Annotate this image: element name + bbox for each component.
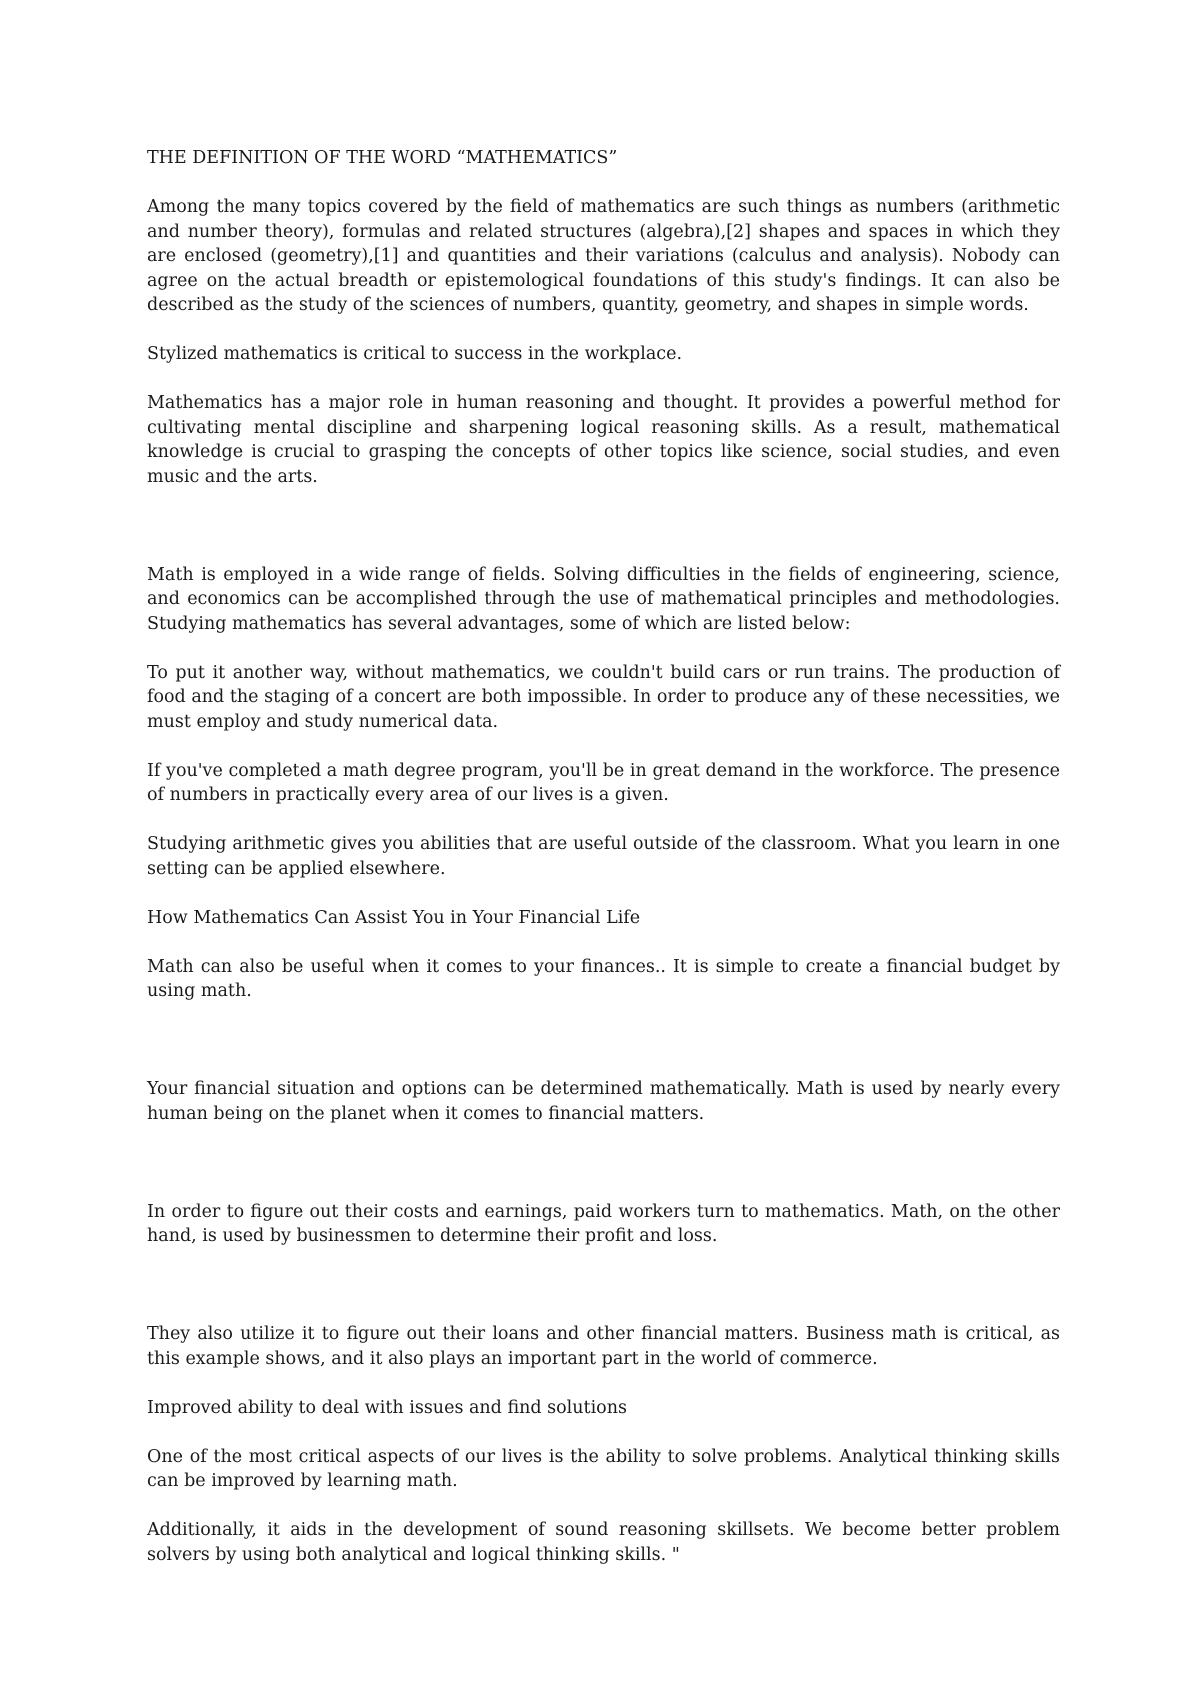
paragraph-reasoning: Mathematics has a major role in human reasoning and thought. It provides a powerful method for cultivating mental discipline and sharpening logical reasoning skills. As a result, mathematical knowledge is crucial to grasping the concepts of other topics like science, social studies, and even music and the arts.: [147, 393, 1060, 487]
document-title: THE DEFINITION OF THE WORD “MATHEMATICS”: [147, 148, 618, 168]
paragraph-finances: Math can also be useful when it comes to your finances.. It is simple to create a financial budget by using math.: [147, 956, 1060, 1001]
section-heading-problem-solving: Improved ability to deal with issues and find solutions: [147, 1397, 627, 1418]
paragraph-solve-problems: One of the most critical aspects of our lives is the ability to solve problems. Analytical thinking skills can be improved by learning math.: [147, 1446, 1060, 1491]
paragraph-fields: Math is employed in a wide range of fields. Solving difficulties in the fields of engineering, science, and economics can be accomplished through the use of mathematical principles and methodologies. Studying mathematics has several advantages, some of which are listed below:: [147, 564, 1060, 634]
paragraph-workplace: Stylized mathematics is critical to success in the workplace.: [147, 344, 683, 364]
paragraph-reasoning-skills: Additionally, it aids in the development of sound reasoning skillsets. We become better problem solvers by using both analytical and logical thinking skills. ": [147, 1520, 1060, 1565]
section-heading-financial: How Mathematics Can Assist You in Your Financial Life: [147, 907, 641, 928]
paragraph-definition: Among the many topics covered by the field of mathematics are such things as numbers (arithmetic and number theory), formulas and related structures (algebra),[2] shapes and spaces in which they are enclosed (geometry),[1] and quantities and their variations (calculus and analysis). Nobody can agree on the actual breadth or epistemological foundations of this study's findings. It can also be described as the study of the sciences of numbers, quantity, geometry, and shapes in simple words.: [147, 197, 1060, 315]
paragraph-arithmetic: Studying arithmetic gives you abilities that are useful outside of the classroom. What you learn in one setting can be applied elsewhere.: [147, 834, 1060, 879]
paragraph-cars-trains: To put it another way, without mathematics, we couldn't build cars or run trains. The production of food and the staging of a concert are both impossible. In order to produce any of these necessities, we must employ and study numerical data.: [147, 662, 1060, 732]
document-body: [147, 146, 1060, 1592]
paragraph-costs-earnings: In order to figure out their costs and earnings, paid workers turn to mathematics. Math, on the other hand, is used by businessmen to determine their profit and loss.: [147, 1201, 1060, 1246]
paragraph-loans: They also utilize it to figure out their loans and other financial matters. Business math is critical, as this example shows, and it also plays an important part in the world of commerce.: [147, 1324, 1060, 1369]
paragraph-degree: If you've completed a math degree program, you'll be in great demand in the workforce. The presence of numbers in practically every area of our lives is a given.: [147, 760, 1060, 805]
paragraph-financial-situation: Your financial situation and options can be determined mathematically. Math is used by nearly every human being on the planet when it comes to financial matters.: [147, 1079, 1060, 1124]
